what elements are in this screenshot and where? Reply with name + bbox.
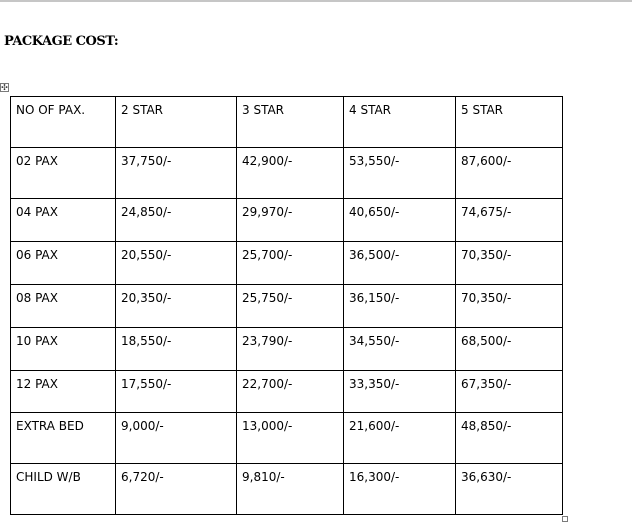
cell-value: 24,850/- [121,205,172,219]
cell-value: 16,300/- [349,470,400,484]
header-label: 4 STAR [349,103,392,117]
table-row [11,328,563,371]
table-cell[interactable] [344,148,456,199]
cell-value: 74,675/- [461,205,512,219]
cell-value: 34,550/- [349,334,400,348]
table-cell[interactable] [237,413,344,464]
package-cost-table [10,96,563,515]
page-title: PACKAGE COST: [4,34,119,49]
table-cell[interactable] [456,242,563,285]
cell-value: 36,630/- [461,470,512,484]
table-cell[interactable] [456,328,563,371]
cell-value: 25,700/- [242,248,293,262]
table-row [11,242,563,285]
row-label: 06 PAX [16,248,58,262]
table-cell[interactable] [116,371,237,413]
cell-value: 40,650/- [349,205,400,219]
table-cell[interactable] [11,413,116,464]
cell-value: 37,750/- [121,154,172,168]
row-label: 04 PAX [16,205,58,219]
table-cell[interactable] [237,464,344,515]
table-row [11,371,563,413]
table-cell[interactable] [116,328,237,371]
row-label: 02 PAX [16,154,58,168]
cell-value: 67,350/- [461,377,512,391]
table-cell[interactable] [456,285,563,328]
cell-value: 9,810/- [242,470,285,484]
table-row [11,285,563,328]
table-header-row [11,97,563,148]
header-label: 5 STAR [461,103,504,117]
table-cell[interactable] [11,464,116,515]
cell-value: 13,000/- [242,419,293,433]
table-row [11,413,563,464]
table-row [11,199,563,242]
cell-value: 23,790/- [242,334,293,348]
table-cell[interactable] [11,148,116,199]
cell-value: 36,150/- [349,291,400,305]
table-cell[interactable] [456,413,563,464]
header-cell[interactable] [116,97,237,148]
cell-value: 48,850/- [461,419,512,433]
cell-value: 42,900/- [242,154,293,168]
header-label: 2 STAR [121,103,164,117]
table-cell[interactable] [344,371,456,413]
table-cell[interactable] [237,285,344,328]
row-label: 12 PAX [16,377,58,391]
table-cell[interactable] [11,371,116,413]
cell-value: 68,500/- [461,334,512,348]
ruler-divider [0,0,632,2]
cell-value: 53,550/- [349,154,400,168]
row-label: EXTRA BED [16,419,84,433]
cell-value: 21,600/- [349,419,400,433]
cell-value: 87,600/- [461,154,512,168]
table-cell[interactable] [456,371,563,413]
table-cell[interactable] [344,413,456,464]
table-move-icon[interactable]: ✣ [1,83,8,92]
table-cell[interactable] [237,242,344,285]
row-label: CHILD W/B [16,470,81,484]
table-cell[interactable] [456,148,563,199]
cell-value: 25,750/- [242,291,293,305]
cell-value: 9,000/- [121,419,164,433]
table-cell[interactable] [344,464,456,515]
table-cell[interactable] [116,285,237,328]
cell-value: 70,350/- [461,248,512,262]
header-cell[interactable] [237,97,344,148]
row-label: 08 PAX [16,291,58,305]
cell-value: 33,350/- [349,377,400,391]
table-row [11,464,563,515]
cell-value: 20,350/- [121,291,172,305]
header-label: NO OF PAX. [16,103,86,117]
cell-value: 22,700/- [242,377,293,391]
table-row [11,148,563,199]
table-cell[interactable] [116,199,237,242]
header-cell[interactable] [456,97,563,148]
table-cell[interactable] [116,413,237,464]
table-cell[interactable] [11,285,116,328]
table-cell[interactable] [11,242,116,285]
header-label: 3 STAR [242,103,285,117]
cell-value: 20,550/- [121,248,172,262]
table-resize-icon[interactable] [562,516,568,522]
cell-value: 18,550/- [121,334,172,348]
header-cell[interactable] [344,97,456,148]
table-cell[interactable] [344,285,456,328]
table-cell[interactable] [456,464,563,515]
header-cell[interactable] [11,97,116,148]
cell-value: 17,550/- [121,377,172,391]
cell-value: 36,500/- [349,248,400,262]
cell-value: 6,720/- [121,470,164,484]
table-cell[interactable] [116,464,237,515]
table-cell[interactable] [237,328,344,371]
table-cell[interactable] [116,148,237,199]
table-cell[interactable] [237,371,344,413]
table-cell[interactable] [456,199,563,242]
cell-value: 70,350/- [461,291,512,305]
table-cell[interactable] [344,199,456,242]
cell-value: 29,970/- [242,205,293,219]
table-cell[interactable] [344,328,456,371]
table-cell[interactable] [11,199,116,242]
table-cell[interactable] [344,242,456,285]
table-cell[interactable] [116,242,237,285]
row-label: 10 PAX [16,334,58,348]
table-cell[interactable] [237,148,344,199]
table-cell[interactable] [11,328,116,371]
table-cell[interactable] [237,199,344,242]
